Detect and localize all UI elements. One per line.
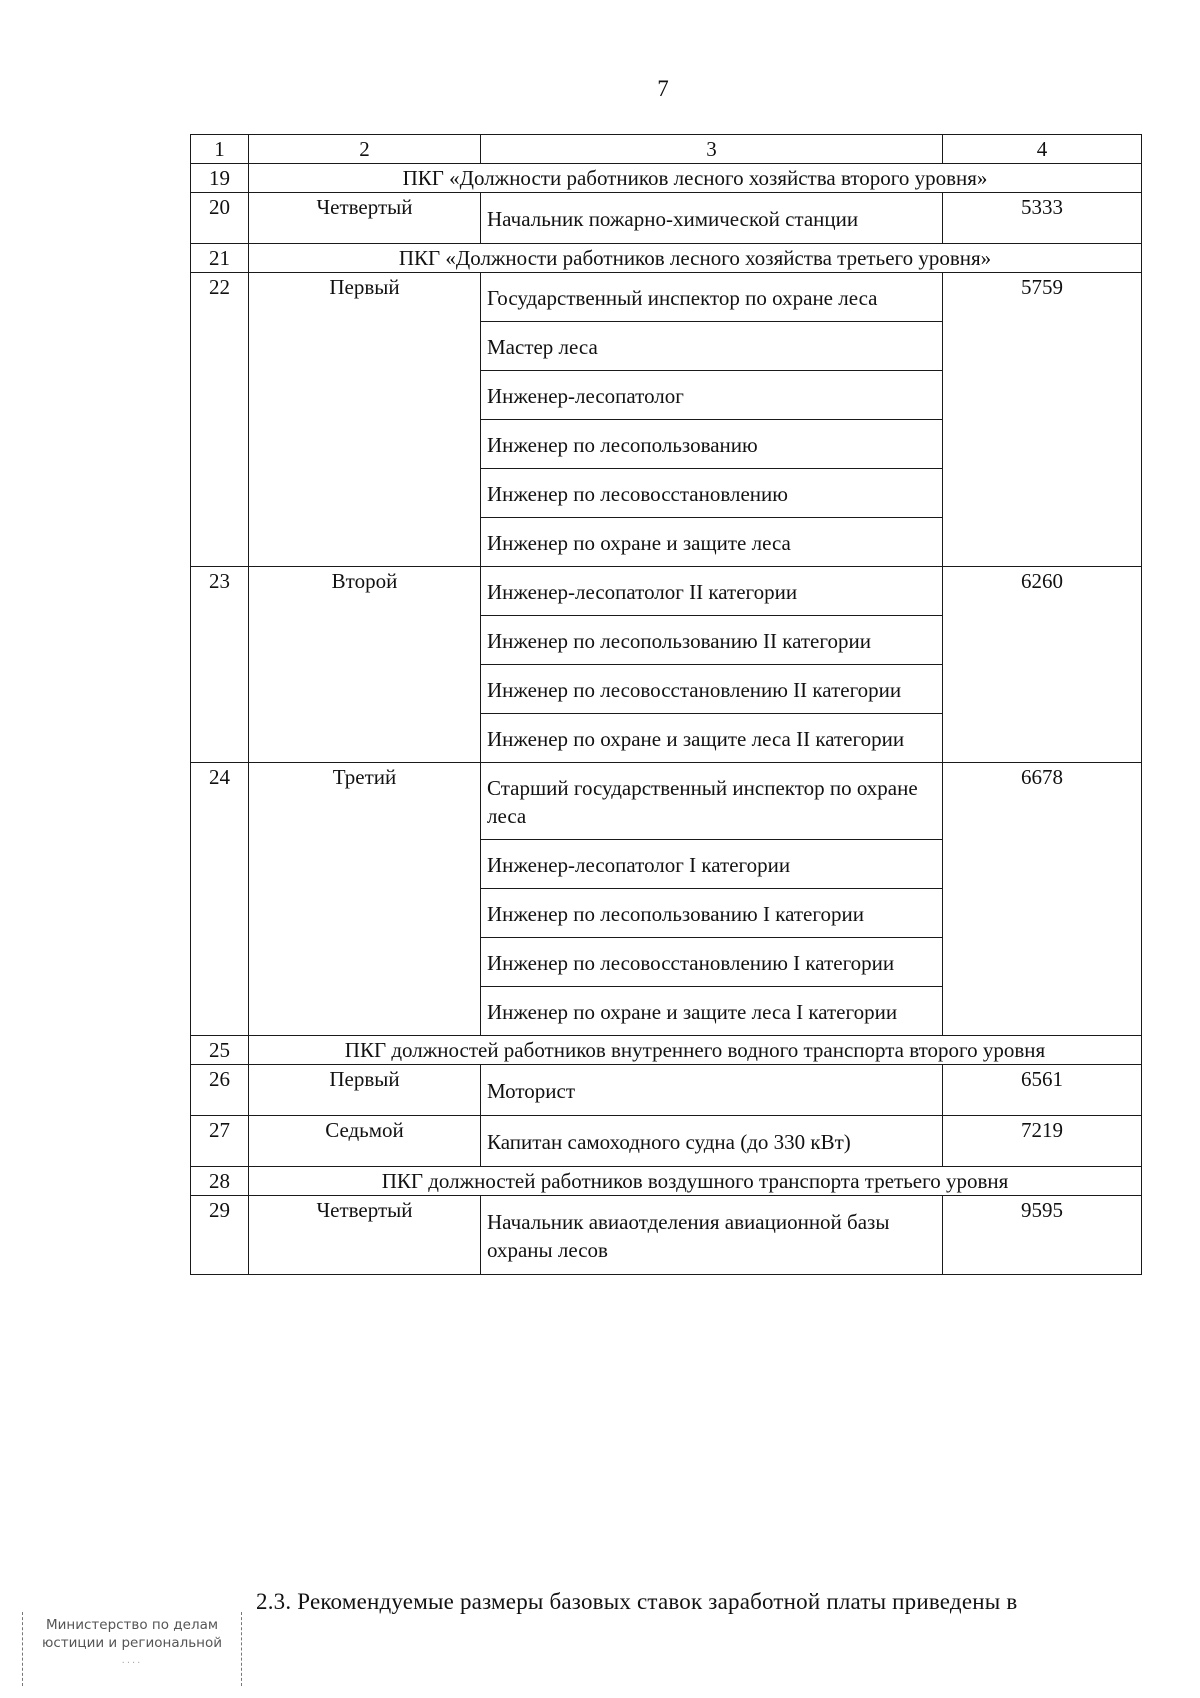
row-number: 22 [191,273,249,567]
group-row [191,1036,1142,1065]
header-row [191,135,1142,164]
footer-paragraph: 2.3. Рекомендуемые размеры базовых ставок заработной платы приведены в [256,1589,1018,1614]
page-number: 7 [657,76,669,101]
row-number: 27 [191,1116,249,1167]
qualification-level: Четвертый [249,1196,481,1275]
position-title: Старший государственный инспектор по охране леса [487,776,918,828]
table-row [191,273,1142,567]
column-header: 3 [481,135,943,164]
stamp-line: .... [121,1655,143,1666]
column-header: 4 [943,135,1142,164]
position-title: Инженер-лесопатолог I категории [481,839,942,888]
row-number: 25 [191,1036,249,1065]
table-row [191,1196,1142,1275]
position-title: Инженер по охране и защите леса [481,517,942,566]
qualification-level: Второй [249,567,481,763]
group-row [191,164,1142,193]
column-header: 2 [249,135,481,164]
row-number: 23 [191,567,249,763]
base-salary-value: 6678 [943,763,1142,1036]
column-header: 1 [191,135,249,164]
position-title: Инженер-лесопатолог [481,370,942,419]
registry-stamp [22,1612,242,1686]
qualification-level: Первый [249,1065,481,1116]
positions-cell [481,567,943,763]
position-title: Моторист [487,1079,576,1103]
position-title: Инженер по охране и защите леса I категории [481,986,942,1035]
base-salary-value: 5333 [943,193,1142,244]
positions-cell [481,763,943,1036]
position-title: Инженер по лесопользованию I категории [481,888,942,937]
table-row [191,1116,1142,1167]
position-title: Инженер по лесовосстановлению I категории [481,937,942,986]
table-row [191,763,1142,1036]
position-title: Инженер по лесопользованию [481,419,942,468]
stamp-line: Министерство по делам [45,1617,219,1633]
row-number: 20 [191,193,249,244]
table-row [191,193,1142,244]
positions-cell [481,1196,943,1275]
base-salary-value: 5759 [943,273,1142,567]
position-title: Государственный инспектор по охране леса [487,286,878,310]
qualification-level: Третий [249,763,481,1036]
row-number: 26 [191,1065,249,1116]
table-row [191,1065,1142,1116]
group-title: ПКГ должностей работников внутреннего водного транспорта второго уровня [249,1036,1142,1065]
row-number: 29 [191,1196,249,1275]
base-salary-value: 6561 [943,1065,1142,1116]
qualification-level: Первый [249,273,481,567]
group-title: ПКГ должностей работников воздушного транспорта третьего уровня [249,1167,1142,1196]
position-title: Начальник авиаотделения авиационной базы охраны лесов [487,1210,890,1262]
row-number: 21 [191,244,249,273]
base-salary-value: 9595 [943,1196,1142,1275]
group-title: ПКГ «Должности работников лесного хозяйства второго уровня» [249,164,1142,193]
positions-cell [481,1116,943,1167]
qualification-level: Седьмой [249,1116,481,1167]
qualification-level: Четвертый [249,193,481,244]
position-title: Инженер-лесопатолог II категории [487,580,798,604]
salary-table [190,134,1142,1275]
table-row [191,567,1142,763]
position-title: Инженер по охране и защите леса II категории [481,713,942,762]
position-title: Инженер по лесопользованию II категории [481,615,942,664]
row-number: 19 [191,164,249,193]
group-row [191,1167,1142,1196]
base-salary-value: 6260 [943,567,1142,763]
position-title: Мастер леса [481,321,942,370]
group-row [191,244,1142,273]
row-number: 28 [191,1167,249,1196]
positions-cell [481,273,943,567]
positions-cell [481,1065,943,1116]
base-salary-value: 7219 [943,1116,1142,1167]
positions-cell [481,193,943,244]
stamp-line: юстиции и региональной [41,1635,223,1651]
position-title: Капитан самоходного судна (до 330 кВт) [487,1130,851,1154]
row-number: 24 [191,763,249,1036]
position-title: Инженер по лесовосстановлению II категории [481,664,942,713]
position-title: Инженер по лесовосстановлению [481,468,942,517]
group-title: ПКГ «Должности работников лесного хозяйства третьего уровня» [249,244,1142,273]
position-title: Начальник пожарно-химической станции [487,207,859,231]
